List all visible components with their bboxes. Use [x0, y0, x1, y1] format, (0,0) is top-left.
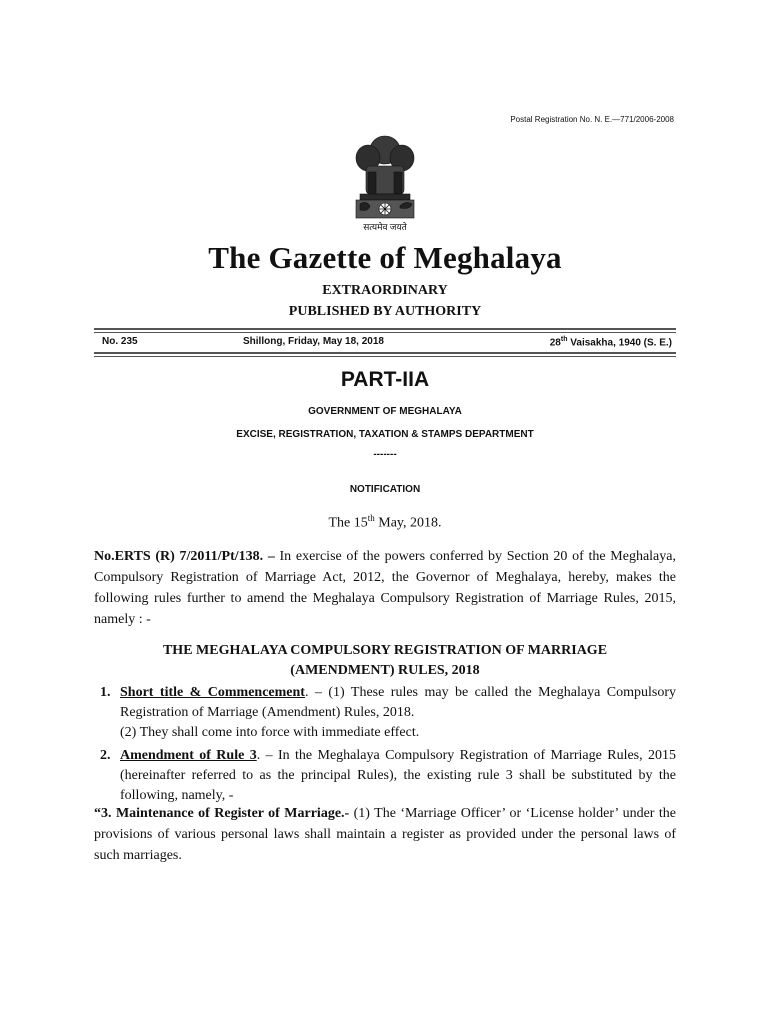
separator: ------- [373, 449, 397, 460]
rule-item: 1. Short title & Commencement. – (1) These rules may be called the Meghalaya Compulsory Registration of Marriage (Amendment) Rules, 2018. (2) They shall come into force with immediate effect. [100, 685, 676, 740]
notification-date: The 15th May, 2018. [328, 513, 442, 531]
part-heading: PART-IIA [340, 368, 430, 391]
emblem-motto: सत्यमेव जयते [363, 222, 407, 232]
issue-saka-date: 28th Vaisakha, 1940 (S. E.) [549, 336, 672, 349]
rules-title: THE MEGHALAYA COMPULSORY REGISTRATION OF MARRIAGE (AMENDMENT) RULES, 2018 [162, 643, 608, 678]
issue-place-date: Shillong, Friday, May 18, 2018 [243, 336, 384, 347]
extraordinary-subtitle: EXTRAORDINARY [322, 283, 448, 298]
divider [94, 328, 676, 330]
rule3-heading: “3. Maintenance of Register of Marriage.- [94, 806, 350, 821]
divider [94, 332, 676, 333]
notification-paragraph: No.ERTS (R) 7/2011/Pt/138. – In exercise of the powers conferred by Section 20 of the Meghalaya, Compulsory Registration of Marriage Act, 2012, the Governor of Meghalaya, hereby, makes the following rules further to amend the Meghalaya Compulsory Registration of Marriage Rules, 2015, namely : - [94, 549, 676, 627]
divider [94, 352, 676, 354]
rule-item: 2. Amendment of Rule 3. – In the Meghalaya Compulsory Registration of Marriage Rules, 2015 (hereinafter referred to as the principal Rules), the existing rule 3 shall be substituted by the following, namely, - [100, 748, 677, 803]
department-heading: EXCISE, REGISTRATION, TAXATION & STAMPS DEPARTMENT [236, 429, 534, 440]
national-emblem-icon [338, 128, 432, 234]
rule-heading: Amendment of Rule 3 [120, 748, 257, 763]
postal-registration: Postal Registration No. N. E.—771/2006-2008 [510, 115, 674, 124]
gazette-title: The Gazette of Meghalaya [208, 240, 562, 275]
rule3-paragraph: “3. Maintenance of Register of Marriage.- (1) The ‘Marriage Officer’ or ‘License holder’ under the provisions of various personal laws shall maintain a register as provided under the personal laws of such marriages. [94, 806, 677, 863]
notification-reference: No.ERTS (R) 7/2011/Pt/138. – [94, 549, 275, 564]
rule-heading: Short title & Commencement [120, 685, 305, 700]
issue-number: No. 235 [102, 336, 138, 347]
notification-label: NOTIFICATION [349, 484, 421, 495]
published-by-authority: PUBLISHED BY AUTHORITY [288, 304, 482, 319]
divider [94, 356, 676, 357]
government-heading: GOVERNMENT OF MEGHALAYA [308, 406, 462, 417]
